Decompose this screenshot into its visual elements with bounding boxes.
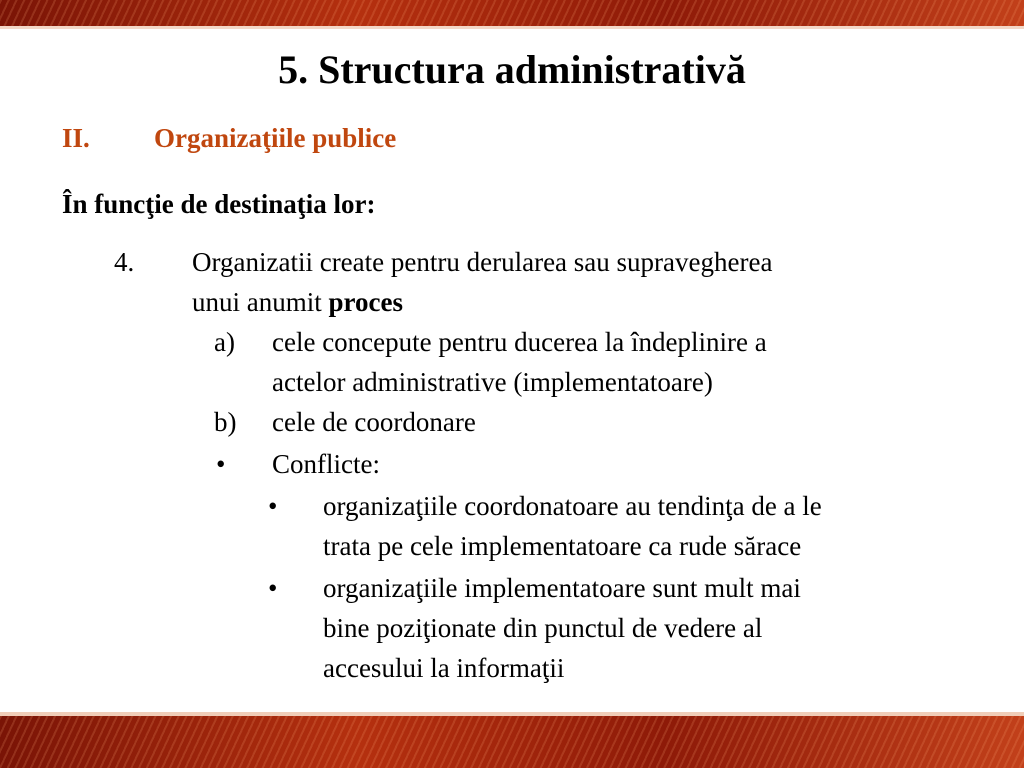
sub-b-marker: b)	[214, 407, 237, 437]
bottom-decorative-band	[0, 716, 1024, 768]
conflict-2-line-1: organizaţiile implementatoare sunt mult mai	[323, 573, 801, 603]
top-band-edge	[0, 26, 1024, 29]
section-number: II.	[62, 123, 90, 153]
item-4-marker: 4.	[114, 247, 135, 277]
conflict-2-line-2: bine poziţionate din punctul de vedere al	[323, 613, 763, 643]
section-heading	[62, 120, 396, 156]
conflict-1-line-2: trata pe cele implementatoare ca rude sărace	[323, 531, 802, 561]
top-decorative-band	[0, 0, 1024, 26]
conflicts-label: Conflicte:	[272, 449, 380, 479]
conflict-1-line-1: organizaţiile coordonatoare au tendinţa de a le	[323, 491, 822, 521]
conflict-2-line-3: accesului la informaţii	[323, 653, 565, 683]
slide-title: 5. Structura administrativă	[278, 47, 746, 92]
item-4-line-1: Organizatii create pentru derularea sau supravegherea	[192, 247, 773, 277]
sub-a-line-1: cele concepute pentru ducerea la îndeplinire a	[272, 327, 767, 357]
section-label: Organizaţiile publice	[154, 123, 397, 153]
sub-a-line-2: actelor administrative (implementatoare)	[272, 367, 713, 397]
sub-b-line-1: cele de coordonare	[272, 407, 476, 437]
conflict-2-bullet: •	[268, 573, 278, 603]
sub-a-marker: a)	[214, 327, 235, 357]
conflict-1-bullet: •	[268, 491, 278, 521]
item-4-line-2	[192, 282, 403, 322]
item-4-line-2-bold: proces	[328, 287, 403, 317]
subheading: În funcţie de destinaţia lor:	[62, 189, 376, 219]
conflicts-bullet: •	[216, 449, 226, 479]
item-4-line-2-prefix: unui anumit	[192, 287, 329, 317]
